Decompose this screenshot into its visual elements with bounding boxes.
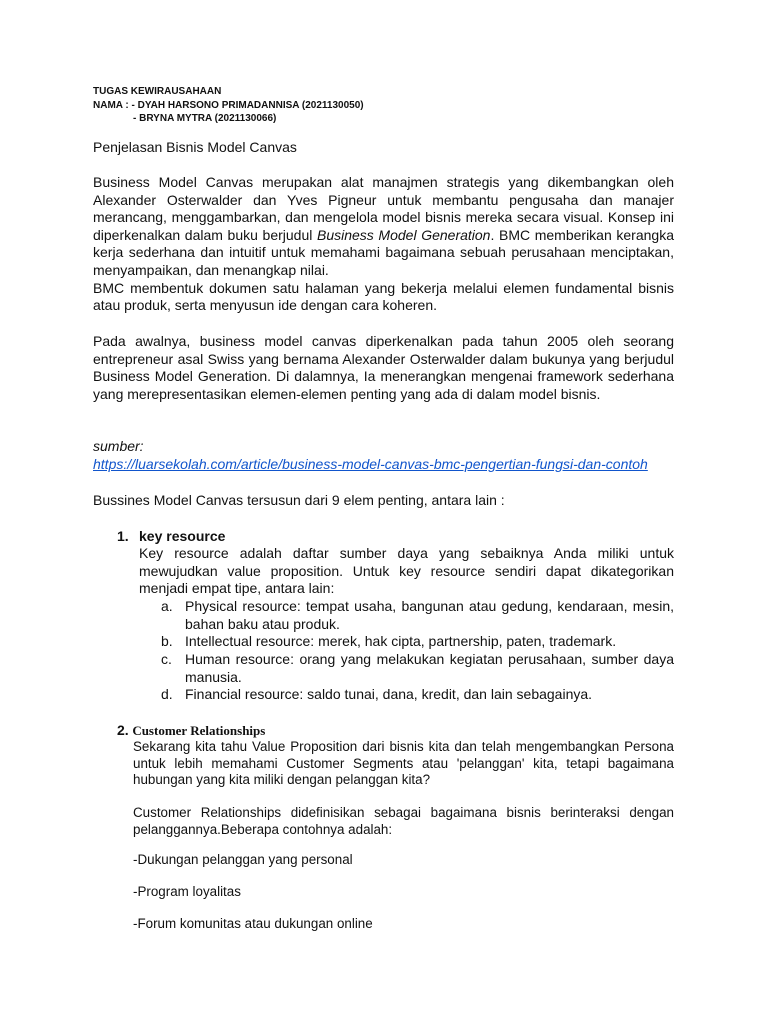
list-item [139, 633, 674, 651]
section-2-paragraph-2: Customer Relationships didefinisikan sebagai bagaimana bisnis berinteraksi dengan pelanggannya.Beberapa contohnya adalah: [133, 805, 674, 837]
source-block [93, 438, 648, 473]
list-item-text: Intellectual resource: merek, hak cipta, partnership, paten, trademark. [185, 633, 617, 649]
paragraph-bmc-history: Pada awalnya, business model canvas diperkenalkan pada tahun 2005 oleh seorang entrepreneur asal Swiss yang bernama Alexander Osterwalder dalam bukunya yang berjudul Business Model Generation. Di dalamnya, Ia menerangkan mengenai framework sederhana yang merepresentasikan elemen-elemen penting yang ada di dalam model bisnis. [93, 333, 674, 402]
section-2-heading-label: Customer Relationships [132, 723, 266, 738]
section-2-number: 2. [117, 722, 129, 738]
header-name-line-2: - BRYNA MYTRA (2021130066) [133, 113, 277, 124]
list-item-marker: c. [161, 651, 172, 667]
section-2-paragraph-1: Sekarang kita tahu Value Proposition dari bisnis kita dan telah mengembangkan Persona untuk lebih memahami Customer Segments atau 'pelanggan' kita, tetapi bagaimana hubungan yang kita miliki dengan pelanggan kita? [133, 739, 674, 788]
list-item-marker: a. [161, 598, 173, 614]
list-item-text: Physical resource: tempat usaha, bangunan atau gedung, kendaraan, mesin, bahan baku atau produk. [185, 598, 674, 632]
paragraph-bmc-definition-part1: Business Model Canvas merupakan alat manajmen strategis yang dikembangkan oleh Alexander Osterwalder dan Yves Pigneur untuk membantu pengusaha dan manajer merancang, menggambarkan, dan mengelola model bisnis mereka secara visual. Konsep ini diperkenalkan dalam buku berjudul [93, 174, 674, 243]
paragraph-bmc-definition-part2: . BMC memberikan kerangka kerja sederhana dan intuitif untuk memahami bagaimana sebuah perusahaan menciptakan, menyampaikan, dan menangkap nilai. [93, 226, 674, 278]
list-item-marker: d. [161, 686, 173, 702]
section-1-text: Key resource adalah daftar sumber daya yang sebaiknya Anda miliki untuk mewujudkan value proposition. Untuk key resource sendiri dapat dikategorikan menjadi empat tipe, antara lain: [139, 545, 674, 597]
list-item [139, 686, 674, 704]
paragraph-bmc-definition [93, 174, 674, 315]
paragraph-bmc-definition-part3: BMC membentuk dokumen satu halaman yang bekerja melalui elemen fundamental bisnis atau produk, serta menyusun ide dengan cara koheren. [93, 279, 674, 314]
section-1-heading [117, 527, 225, 545]
elements-intro: Bussines Model Canvas tersusun dari 9 elem penting, antara lain : [93, 492, 505, 508]
list-item [139, 598, 674, 633]
bullet-item: -Dukungan pelanggan yang personal [133, 852, 353, 867]
section-2-heading [117, 722, 265, 739]
list-item-text: Human resource: orang yang melakukan kegiatan perusahaan, sumber daya manusia. [185, 651, 674, 685]
header-name-line-1: NAMA : - DYAH HARSONO PRIMADANNISA (2021130050) [93, 100, 364, 111]
book-title-italic: Business Model Generation [317, 226, 491, 243]
bullet-item: -Program loyalitas [133, 884, 241, 899]
list-item [139, 651, 674, 686]
document-title: Penjelasan Bisnis Model Canvas [93, 139, 297, 155]
list-item-text: Financial resource: saldo tunai, dana, kredit, dan lain sebagainya. [185, 686, 593, 702]
section-1-number: 1. [117, 528, 129, 544]
list-item-marker: b. [161, 633, 173, 649]
header-assignment-title: TUGAS KEWIRAUSAHAAN [93, 86, 222, 97]
source-link[interactable]: https://luarsekolah.com/article/business-model-canvas-bmc-pengertian-fungsi-dan-contoh [93, 455, 648, 472]
source-label: sumber: [93, 438, 144, 454]
bullet-item: -Forum komunitas atau dukungan online [133, 916, 373, 931]
section-1-heading-label: key resource [139, 528, 226, 544]
